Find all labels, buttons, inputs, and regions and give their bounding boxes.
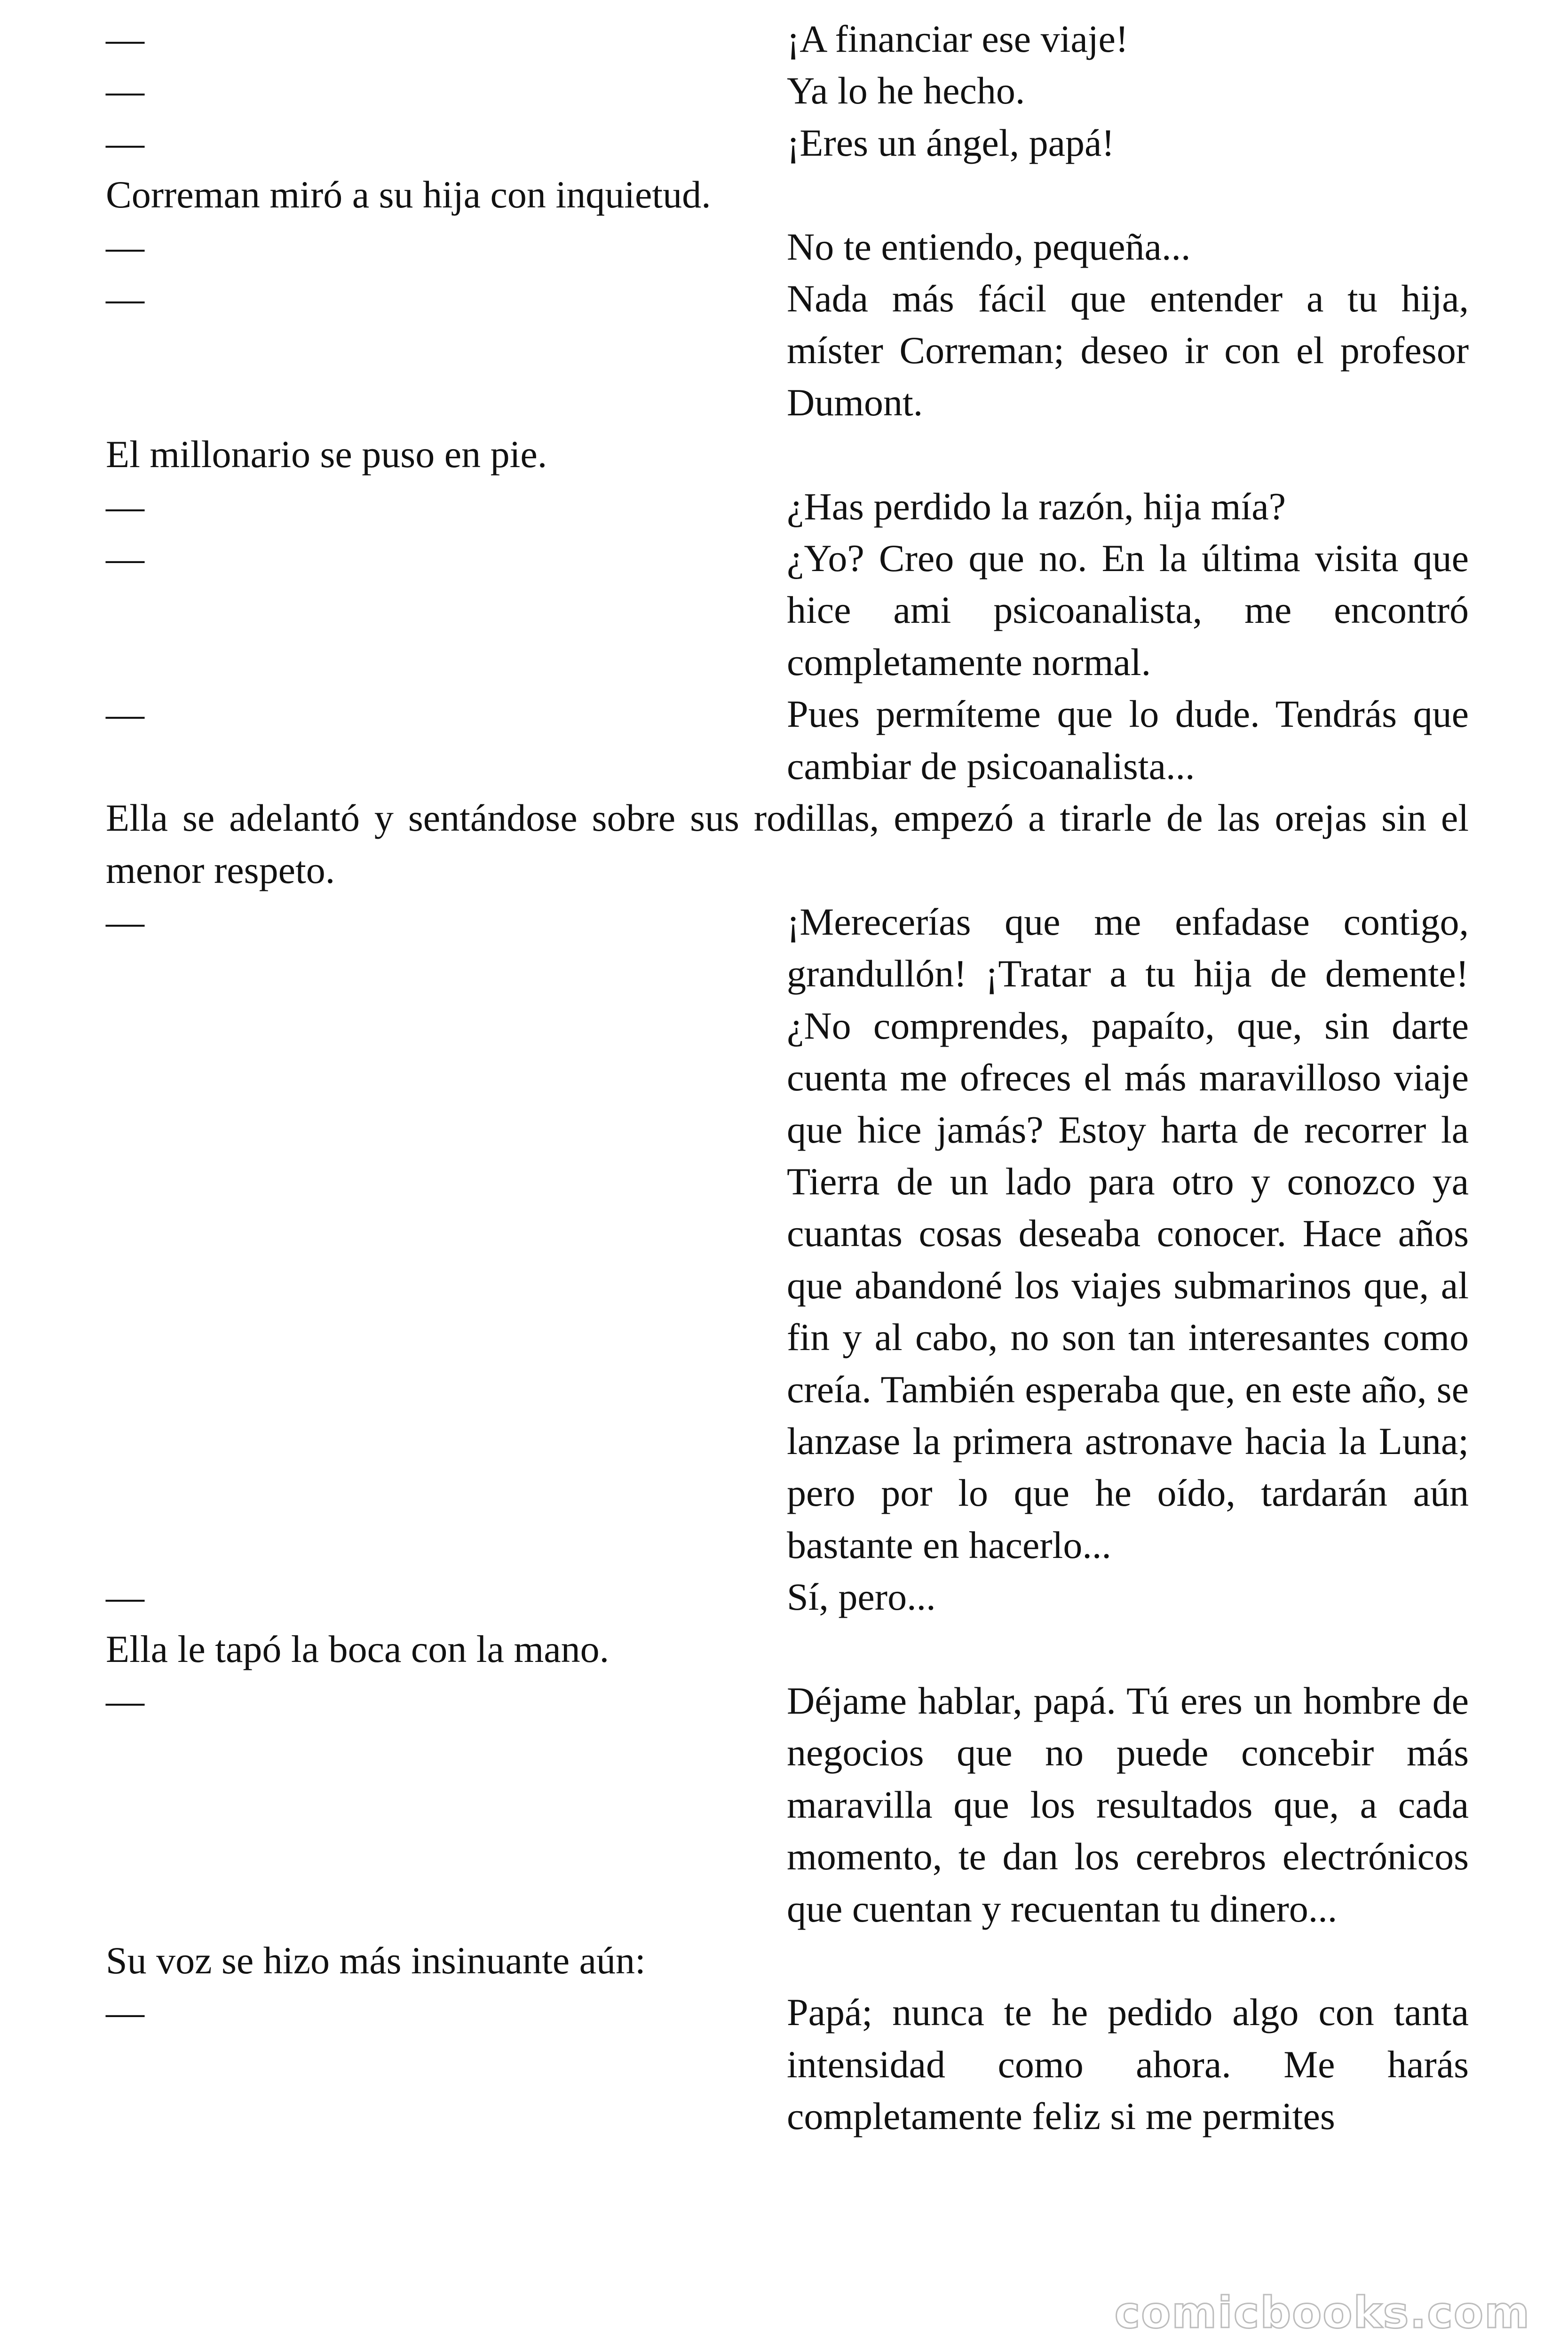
dialogue-text: Pues permíteme que lo dude. Tendrás que cambiar de psicoanalista...: [787, 692, 1469, 787]
dialogue-dash: —: [106, 1679, 144, 1722]
dialogue-line: [106, 221, 1470, 273]
dialogue-text: ¡Eres un ángel, papá!: [787, 121, 1115, 164]
dialogue-line: [106, 273, 1470, 429]
dialogue-text: Ya lo he hecho.: [787, 69, 1025, 112]
dialogue-line: [106, 65, 1470, 117]
dialogue-dash: —: [106, 537, 144, 580]
dialogue-line: [106, 117, 1470, 169]
dialogue-text: ¡A financiar ese viaje!: [787, 17, 1129, 60]
site-watermark: comicbooks.com: [1114, 2288, 1530, 2338]
dialogue-dash: —: [106, 692, 144, 736]
narration-paragraph: Ella le tapó la boca con la mano.: [106, 1627, 610, 1670]
dialogue-dash: —: [106, 277, 144, 320]
narration-paragraph: El millonario se puso en pie.: [106, 433, 547, 476]
narration-paragraph: Su voz se hizo más insinuante aún:: [106, 1939, 646, 1982]
narration-paragraph: Correman miró a su hija con inquietud.: [106, 173, 711, 216]
text-body: [106, 13, 1470, 2143]
dialogue-line: [106, 1571, 1470, 1623]
dialogue-text: Papá; nunca te he pedido algo con tanta intensidad como ahora. Me harás completamente feliz si me permites: [787, 1991, 1469, 2138]
dialogue-line: [106, 896, 1470, 1571]
dialogue-dash: —: [106, 900, 144, 943]
dialogue-line: [106, 1675, 1470, 1935]
dialogue-dash: —: [106, 17, 144, 60]
narration-paragraph: Ella se adelantó y sentándose sobre sus rodillas, empezó a tirarle de las orejas sin el menor respeto.: [106, 796, 1469, 891]
dialogue-dash: —: [106, 1575, 144, 1619]
dialogue-line: [106, 532, 1470, 688]
dialogue-text: ¿Yo? Creo que no. En la última visita que hice ami psicoanalista, me encontró completamente normal.: [787, 537, 1469, 683]
dialogue-text: Nada más fácil que entender a tu hija, míster Correman; deseo ir con el profesor Dumont.: [787, 277, 1469, 424]
dialogue-text: No te entiendo, pequeña...: [787, 225, 1191, 268]
dialogue-text: Déjame hablar, papá. Tú eres un hombre de negocios que no puede concebir más maravilla que los resultados que, a cada momento, te dan los cerebros electrónicos que cuentan y recuentan tu dinero...: [787, 1679, 1469, 1930]
dialogue-text: ¿Has perdido la razón, hija mía?: [787, 485, 1286, 528]
dialogue-dash: —: [106, 121, 144, 164]
dialogue-line: [106, 13, 1470, 65]
dialogue-dash: —: [106, 485, 144, 528]
dialogue-dash: —: [106, 1991, 144, 2034]
dialogue-text: Sí, pero...: [787, 1575, 936, 1619]
dialogue-dash: —: [106, 69, 144, 112]
dialogue-dash: —: [106, 225, 144, 268]
dialogue-line: [106, 688, 1470, 792]
dialogue-line: [106, 1986, 1470, 2142]
dialogue-text: ¡Merecerías que me enfadase contigo, grandullón! ¡Tratar a tu hija de demente! ¿No comprendes, papaíto, que, sin darte cuenta me ofreces el más maravilloso viaje que hice jamás? Estoy harta de recorrer la Tierra de un lado para otro y conozco ya cuantas cosas deseaba conocer. Hace años que abandoné los viajes submarinos que, al fin y al cabo, no son tan interesantes como creía. También esperaba que, en este año, se lanzase la primera astronave hacia la Luna; pero por lo que he oído, tardarán aún bastante en hacerlo...: [787, 900, 1469, 1566]
dialogue-line: [106, 481, 1470, 532]
